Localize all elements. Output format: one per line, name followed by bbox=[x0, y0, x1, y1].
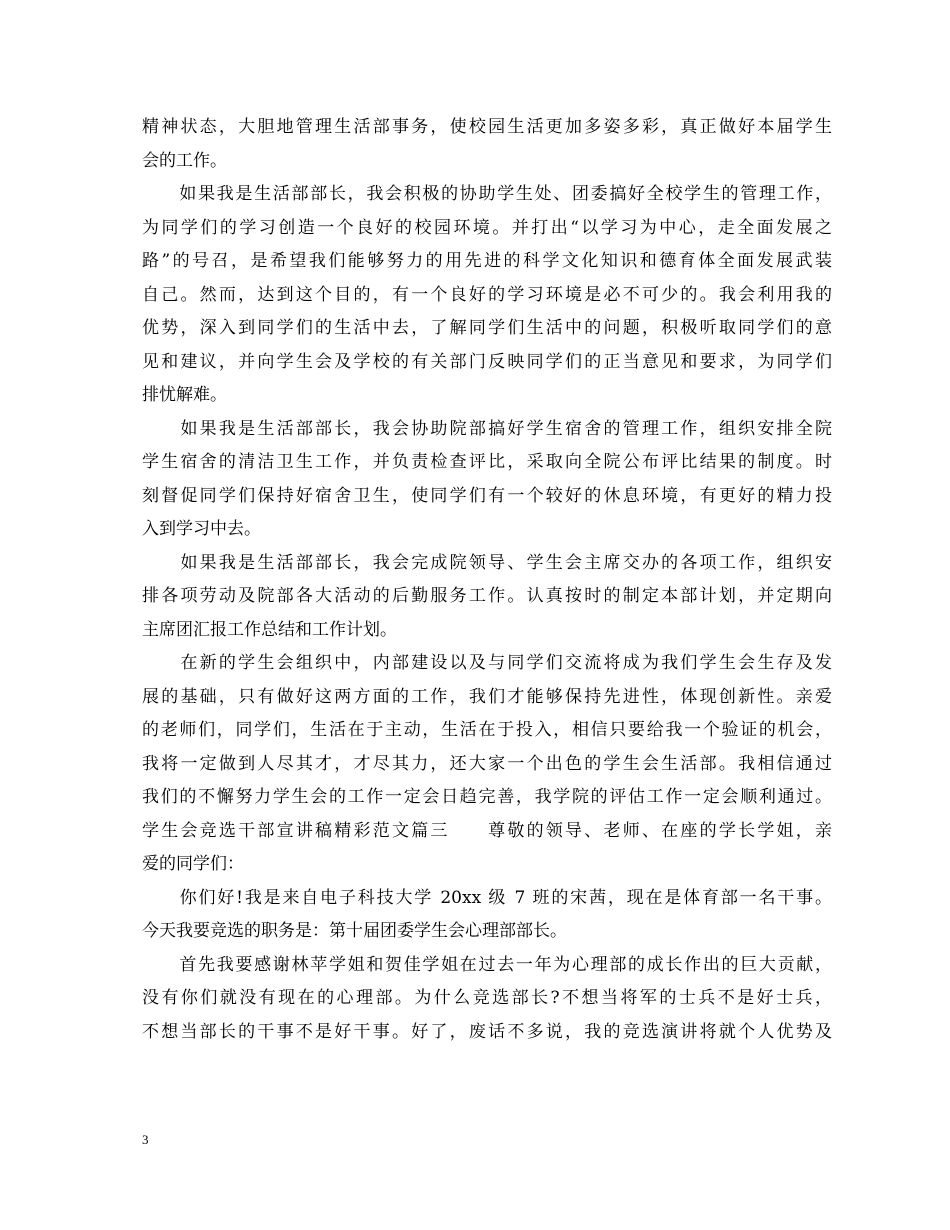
text-line: 我将一定做到人尽其才，才尽其力，还大家一个出色的学生会生活部。我相信通过 bbox=[142, 753, 832, 774]
text-line: 爱的同学们： bbox=[142, 854, 244, 874]
text-line: 精神状态，大胆地管理生活部事务，使校园生活更加多姿多彩，真正做好本届学生 bbox=[142, 117, 832, 137]
text-line: 路”的号召，是希望我们能够努力的用先进的科学文化知识和德育体全面发展武装 bbox=[142, 251, 832, 271]
text-line: 学生宿舍的清洁卫生工作，并负责检查评比，采取向全院公布评比结果的制度。时 bbox=[142, 452, 832, 472]
text-line: 展的基础，只有做好这两方面的工作，我们才能够保持先进性，体现创新性。亲爱 bbox=[142, 686, 832, 707]
text-line: 为同学们的学习创造一个良好的校园环境。并打出“以学习为中心，走全面发展之 bbox=[142, 217, 832, 238]
text-line: 不想当部长的干事不是好干事。好了，废话不多说，我的竞选演讲将就个人优势及 bbox=[142, 1021, 832, 1042]
text-line: 刻督促同学们保持好宿舍卫生，使同学们有一个较好的休息环境，有更好的精力投 bbox=[142, 485, 832, 506]
text-line: 入到学习中去。 bbox=[142, 519, 261, 539]
text-line: 见和建议，并向学生会及学校的有关部门反映同学们的正当意见和要求，为同学们 bbox=[142, 351, 832, 372]
text-line: 没有你们就没有现在的心理部。为什么竞选部长?不想当将军的士兵不是好士兵， bbox=[142, 988, 832, 1008]
text-line: 今天我要竞选的职务是：第十届团委学生会心理部部长。 bbox=[142, 921, 567, 941]
text-line: 如果我是生活部部长，我会协助院部搞好学生宿舍的管理工作，组织安排全院 bbox=[142, 418, 832, 439]
page-number: 3 bbox=[142, 1132, 149, 1147]
text-line: 如果我是生活部部长，我会完成院领导、学生会主席交办的各项工作，组织安 bbox=[142, 552, 832, 573]
text-line: 我们的不懈努力学生会的工作一定会日趋完善，我学院的评估工作一定会顺利通过。 bbox=[142, 787, 832, 807]
text-line: 自己。然而，达到这个目的，有一个良好的学习环境是必不可少的。我会利用我的 bbox=[142, 284, 832, 305]
text-line: 主席团汇报工作总结和工作计划。 bbox=[142, 619, 397, 640]
text-line: 在新的学生会组织中，内部建设以及与同学们交流将成为我们学生会生存及发 bbox=[142, 653, 832, 673]
text-line: 学生会竞选干部宣讲稿精彩范文篇三 尊敬的领导、老师、在座的学长学姐，亲 bbox=[142, 820, 832, 841]
text-line: 排各项劳动及院部各大活动的后勤服务工作。认真按时的制定本部计划，并定期向 bbox=[142, 586, 832, 606]
text-line: 会的工作。 bbox=[142, 150, 227, 171]
text-line: 如果我是生活部部长，我会积极的协助学生处、团委搞好全校学生的管理工作， bbox=[142, 184, 832, 204]
text-line: 你们好!我是来自电子科技大学 20xx 级 7 班的宋茜，现在是体育部一名干事。 bbox=[142, 887, 832, 908]
document-body bbox=[142, 111, 832, 1049]
text-line: 首先我要感谢林苹学姐和贺佳学姐在过去一年为心理部的成长作出的巨大贡献， bbox=[142, 954, 832, 975]
text-line: 排忧解难。 bbox=[142, 385, 227, 405]
text-line: 优势，深入到同学们的生活中去，了解同学们生活中的问题，积极听取同学们的意 bbox=[142, 318, 832, 338]
text-line: 的老师们，同学们，生活在于主动，生活在于投入，相信只要给我一个验证的机会， bbox=[142, 720, 832, 740]
